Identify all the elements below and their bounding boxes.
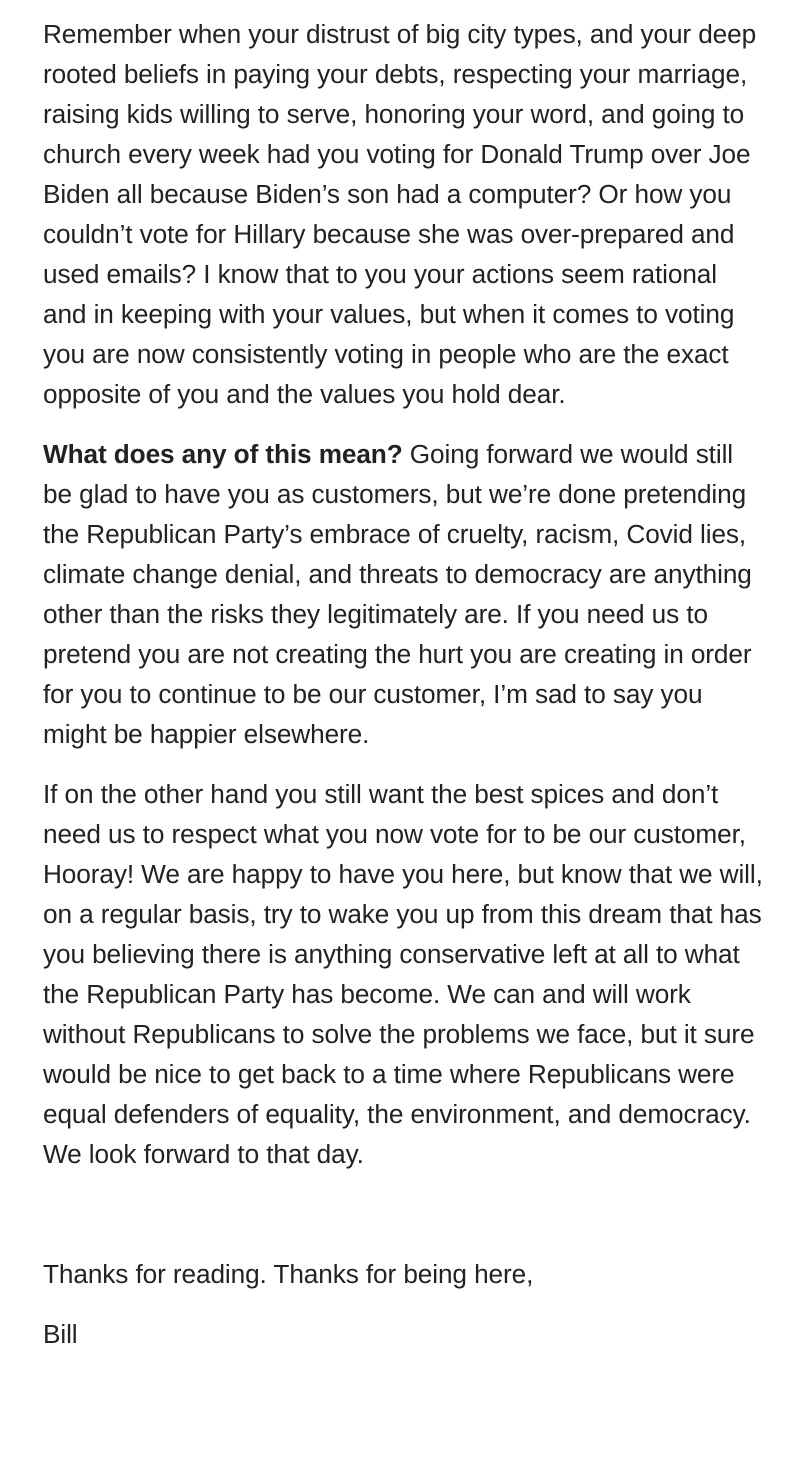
paragraph-what-does-this-mean: [43, 434, 763, 754]
signoff: Thanks for reading. Thanks for being here,: [43, 1259, 534, 1289]
paragraph-text: Remember when your distrust of big city types, and your deep rooted beliefs in paying your debts, respecting your marriage, raising kids willing to serve, honoring your word, and going to church every week had you voting for Donald Trump over Joe Biden all because Biden’s son had a computer? Or how you couldn’t vote for Hillary because she was over-prepared and used emails? I know that to you your actions seem rational and in keeping with your values, but when it comes to voting you are now consistently voting in people who are the exact opposite of you and the values you hold dear.: [43, 19, 757, 409]
paragraph-text: Going forward we would still be glad to have you as customers, but we’re done pretending the Republican Party’s embrace of cruelty, racism, Covid lies, climate change denial, and threats to democracy are anything other than the risks they legitimately are. If you need us to pretend you are not creating the hurt you are creating in order for you to continue to be our customer, I’m sad to say you might be happier elsewhere.: [43, 439, 752, 749]
paragraph-best-spices: [43, 774, 763, 1174]
paragraph-lead-in: What does any of this mean?: [43, 439, 403, 469]
email-body: [43, 14, 763, 1354]
paragraph-text: If on the other hand you still want the best spices and don’t need us to respect what you now vote for to be our customer, Hooray! We are happy to have you here, but know that we will, on a regular basis, try to wake you up from this dream that has you believing there is anything conservative left at all to what the Republican Party has become. We can and will work without Republicans to solve the problems we face, but it sure would be nice to get back to a time where Republicans were equal defenders of equality, the environment, and democracy. We look forward to that day.: [43, 779, 763, 1169]
signature: Bill: [43, 1319, 78, 1349]
paragraph-voting-values: [43, 14, 763, 414]
